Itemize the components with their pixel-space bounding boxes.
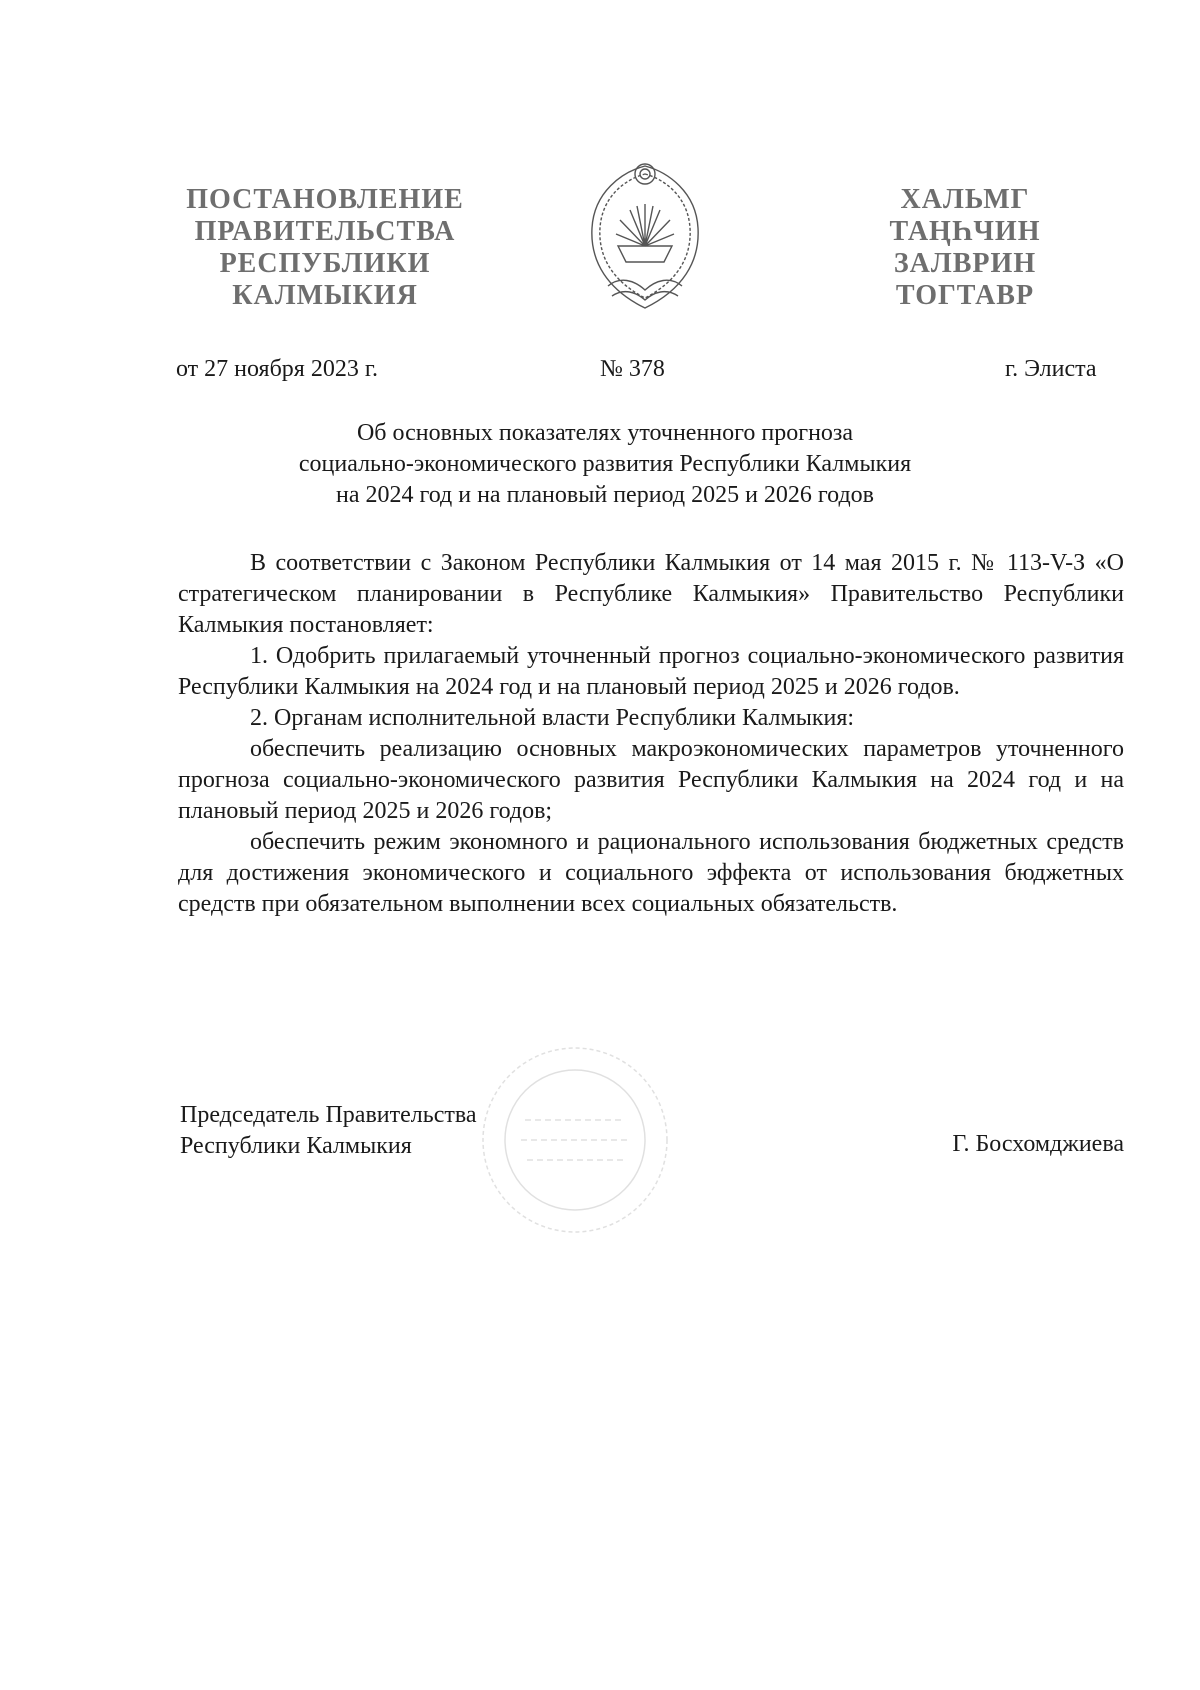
signatory-position-line: Председатель Правительства xyxy=(180,1102,477,1128)
body-paragraph: обеспечить режим экономного и рационального использования бюджетных средств для достижения экономического и социального эффекта от использования бюджетных средств при обязательном выполнении всех социальных обязательств. xyxy=(178,829,1124,917)
signatory-position-line: Республики Калмыкия xyxy=(180,1133,412,1159)
header-left-line: ПРАВИТЕЛЬСТВА xyxy=(194,216,456,247)
document-body xyxy=(178,548,1124,920)
signatory-position xyxy=(180,1100,477,1162)
header-right-line: ТАҢҺЧИН xyxy=(889,216,1041,247)
signatory-name: Г. Босхомджиева xyxy=(952,1131,1124,1157)
document-title xyxy=(170,418,1040,511)
header-left-line: ПОСТАНОВЛЕНИЕ xyxy=(186,184,464,215)
title-line: Об основных показателях уточненного прогноза xyxy=(356,420,854,446)
title-line: на 2024 год и на плановый период 2025 и 2026 годов xyxy=(335,482,875,508)
document-number: № 378 xyxy=(600,356,665,382)
header-right-line: ТОГТАВР xyxy=(895,280,1035,311)
header-left-line: КАЛМЫКИЯ xyxy=(232,280,418,311)
document-city: г. Элиста xyxy=(1005,356,1097,382)
coat-of-arms-icon xyxy=(578,158,712,316)
stamp-icon xyxy=(455,1040,695,1240)
body-paragraph: В соответствии с Законом Республики Калмыкия от 14 мая 2015 г. № 113-V-З «О стратегическом планировании в Республике Калмыкия» Правительство Республики Калмыкия постановляет: xyxy=(178,550,1124,638)
body-paragraph: 1. Одобрить прилагаемый уточненный прогноз социально-экономического развития Республики Калмыкия на 2024 год и на плановый период 2025 и 2026 годов. xyxy=(178,643,1124,700)
title-line: социально-экономического развития Республики Калмыкия xyxy=(298,451,912,477)
body-paragraph: 2. Органам исполнительной власти Республики Калмыкия: xyxy=(250,705,855,731)
header-right-line: ЗАЛВРИН xyxy=(893,248,1037,279)
document-date: от 27 ноября 2023 г. xyxy=(176,356,378,382)
header-right-line: ХАЛЬМГ xyxy=(900,184,1030,215)
body-paragraph: обеспечить реализацию основных макроэкономических параметров уточненного прогноза социально-экономического развития Республики Калмыкия на 2024 год и на плановый период 2025 и 2026 годов; xyxy=(178,736,1124,824)
header-title-russian xyxy=(170,184,480,312)
header-title-kalmyk xyxy=(860,184,1070,312)
header-left-line: РЕСПУБЛИКИ xyxy=(219,248,431,279)
